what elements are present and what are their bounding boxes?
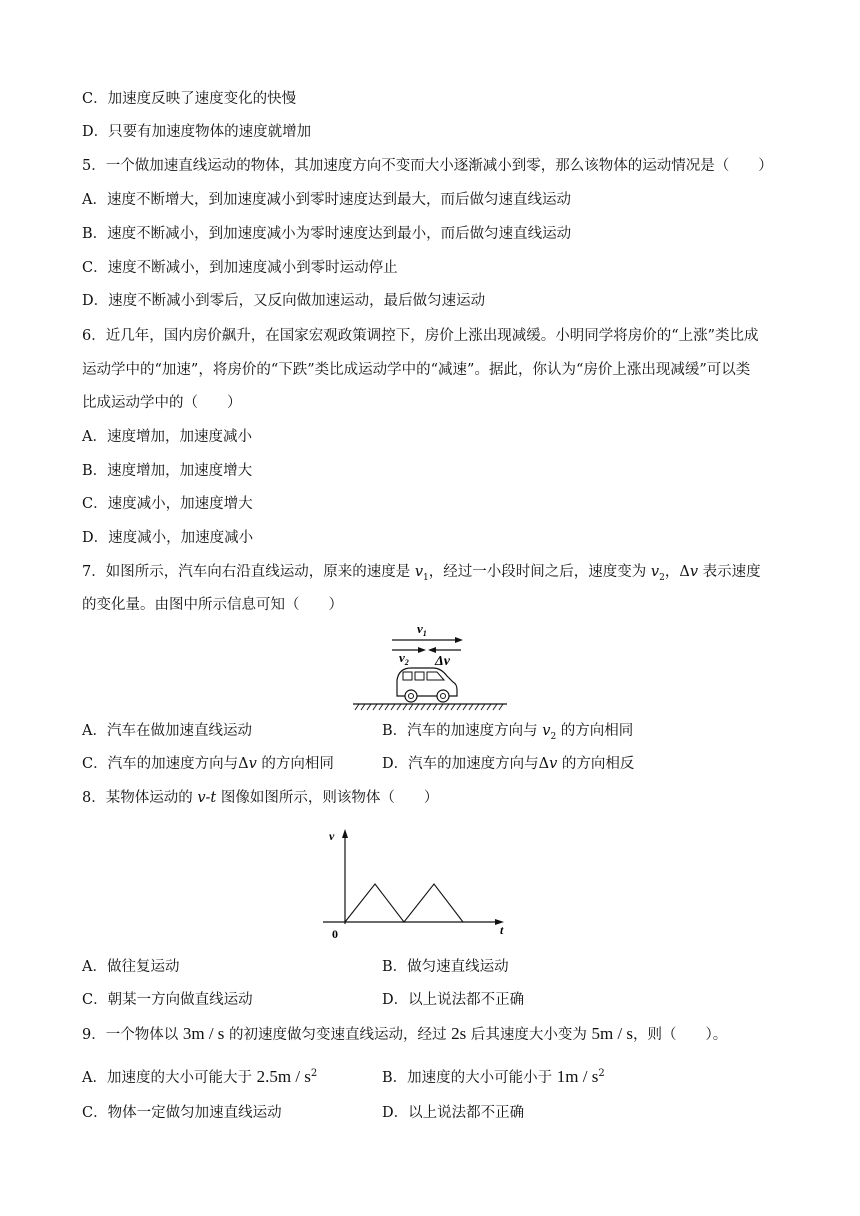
q7-option-a: A．汽车在做加速直线运动: [82, 723, 252, 739]
q5-stem: 5．一个做加速直线运动的物体，其加速度方向不变而大小逐渐减小到零，那么该物体的运动情况是（ ）: [82, 158, 773, 174]
q5-option-b: B．速度不断减小，到加速度减小为零时速度达到最小，而后做匀速直线运动: [82, 226, 572, 242]
q6-option-a: A．速度增加，加速度减小: [82, 429, 252, 445]
q4-option-c: C．加速度反映了速度变化的快慢: [82, 91, 297, 107]
q9-option-c: C．物体一定做匀加速直线运动: [82, 1105, 282, 1121]
q6-option-c: C．速度减小，加速度增大: [82, 496, 253, 512]
q6-option-d: D．速度减小，加速度减小: [82, 530, 254, 546]
q9-option-d: D．以上说法都不正确: [382, 1105, 525, 1121]
origin-label: 0: [332, 927, 338, 941]
q7-option-c: C．汽车的加速度方向与Δv 的方向相同: [82, 756, 334, 772]
q9-option-a: A．加速度的大小可能大于 $2.5m / s^2$: [82, 1066, 318, 1086]
q7-stem-line1: 7．如图所示，汽车向右沿直线运动，原来的速度是 $v_1$，经过一小段时间之后，速度变为 $v_2$，Δv 表示速度: [82, 564, 761, 583]
ground-hatching: [353, 704, 507, 710]
q7-stem-line2: 的变化量。由图中所示信息可知（ ）: [82, 597, 343, 613]
q8-option-c: C．朝某一方向做直线运动: [82, 992, 253, 1008]
v-axis-label: v: [329, 829, 335, 843]
t-axis-label: t: [500, 923, 504, 937]
fig-delta-v-label: Δv: [435, 654, 450, 669]
q8-vt-graph: [320, 822, 520, 944]
q7-option-d: D．汽车的加速度方向与Δv 的方向相反: [382, 756, 635, 772]
q6-option-b: B．速度增加，加速度增大: [82, 463, 253, 479]
q8-option-d: D．以上说法都不正确: [382, 992, 525, 1008]
fig-v2-label: $v_2$: [399, 650, 409, 667]
q5-option-d: D．速度不断减小到零后，又反向做加速运动，最后做匀速运动: [82, 293, 486, 309]
q8-option-a: A．做往复运动: [82, 959, 180, 975]
car-icon: [397, 668, 457, 702]
q5-option-c: C．速度不断减小，到加速度减小到零时运动停止: [82, 260, 398, 276]
q9-stem: 9．一个物体以 3m / s 的初速度做匀变速直线运动，经过 2s 后其速度大小变为 5m / s，则（ ）。: [82, 1024, 728, 1043]
q6-stem-line2: 运动学中的“加速”，将房价的“下跌”类比成运动学中的“减速”。据此，你认为“房价上涨出现减缓”可以类: [82, 362, 751, 378]
q8-stem: 8．某物体运动的 v-t 图像如图所示，则该物体（ ）: [82, 790, 439, 806]
q6-stem-line3: 比成运动学中的（ ）: [82, 395, 242, 411]
q6-stem-line1: 6．近几年，国内房价飙升，在国家宏观政策调控下，房价上涨出现减缓。小明同学将房价的“上涨”类比成: [82, 328, 759, 344]
q4-option-d: D．只要有加速度物体的速度就增加: [82, 124, 312, 140]
q7-option-b: B．汽车的加速度方向与 $v_2$ 的方向相同: [382, 723, 634, 742]
q7-car-figure: [345, 618, 515, 714]
q9-option-b: B．加速度的大小可能小于 $1m / s^2$: [382, 1066, 605, 1086]
q5-option-a: A．速度不断增大，到加速度减小到零时速度达到最大，而后做匀速直线运动: [82, 192, 571, 208]
fig-v1-label: $v_1$: [417, 621, 427, 638]
q8-option-b: B．做匀速直线运动: [382, 959, 509, 975]
vt-curve: [345, 884, 463, 922]
